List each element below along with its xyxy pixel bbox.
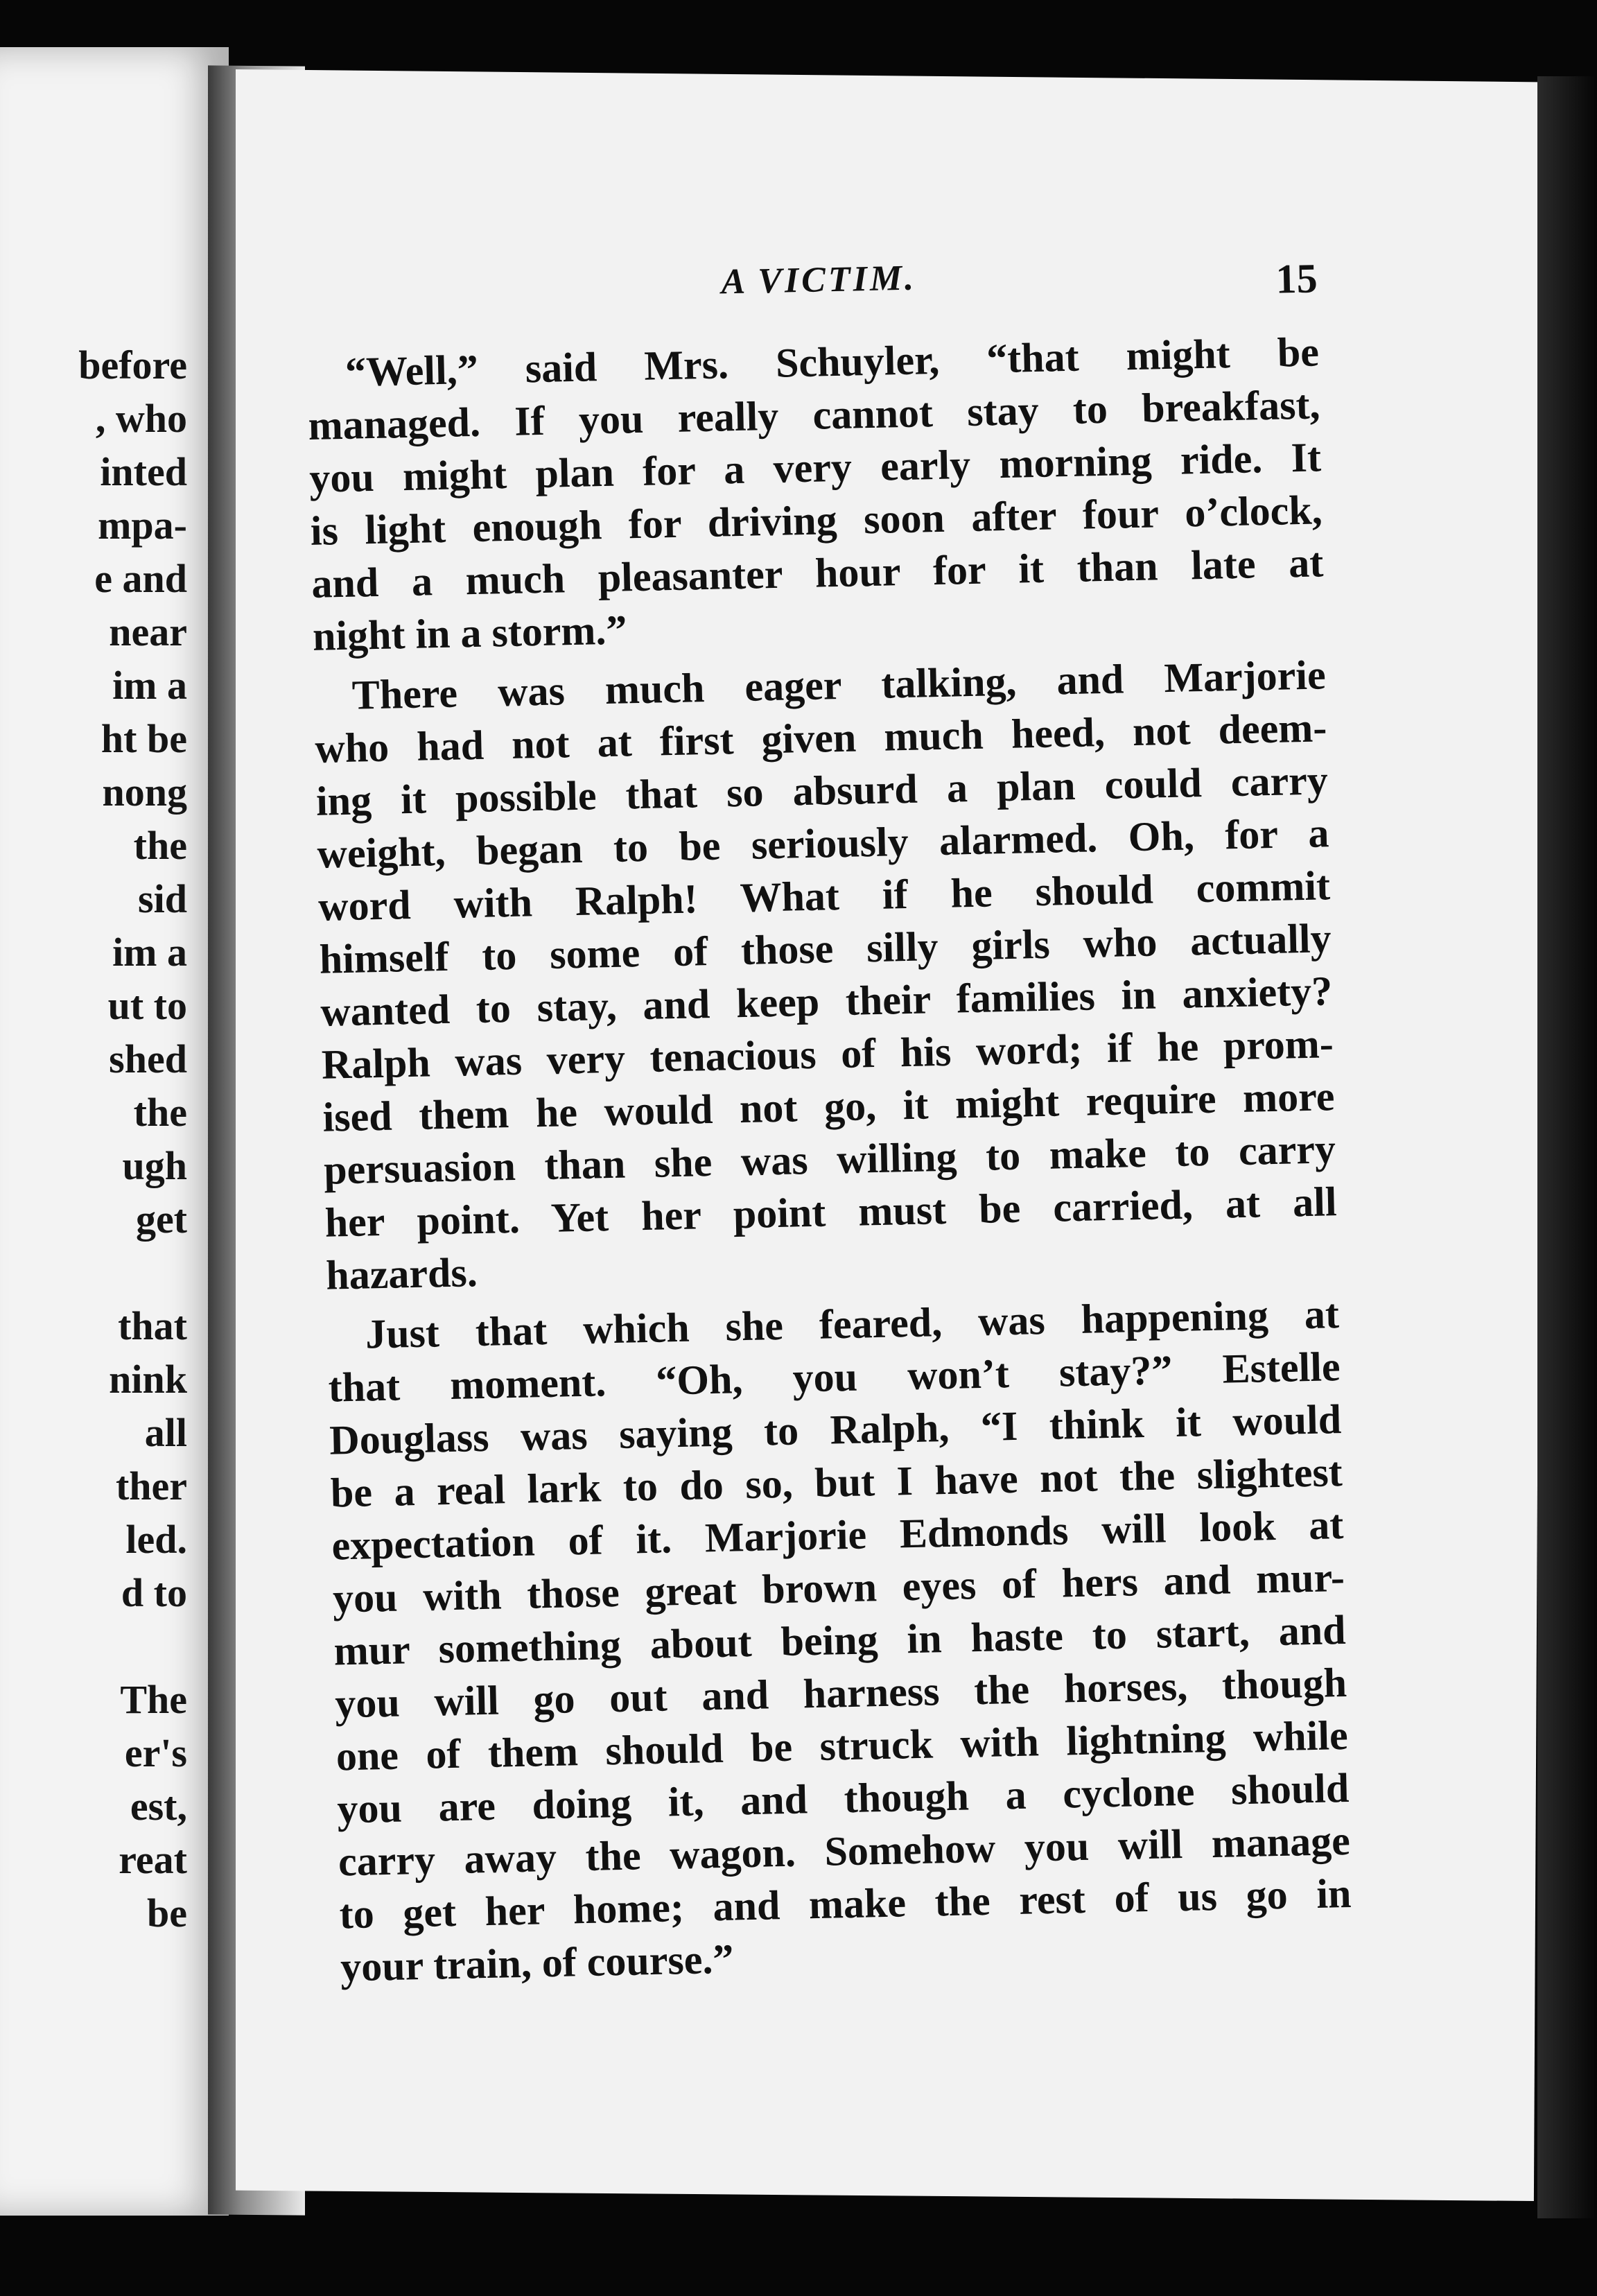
left-line: nong xyxy=(102,769,187,815)
text-line: night in a storm.” xyxy=(312,607,628,659)
left-line: inted xyxy=(100,449,187,494)
left-line: e and xyxy=(94,556,187,601)
left-line: sid xyxy=(138,876,187,921)
left-line: the xyxy=(133,1090,187,1135)
left-line: be xyxy=(147,1890,187,1936)
text-line: persuasion than she was willing to make to carry xyxy=(323,1126,1336,1193)
left-line: er's xyxy=(124,1730,187,1775)
text-line: ised them he would not go, it might require more xyxy=(322,1073,1335,1140)
left-line-gap xyxy=(78,1246,187,1299)
text-line: “Well,” said Mrs. Schuyler, “that might be xyxy=(344,329,1320,395)
text-line: that moment. “Oh, you won’t stay?” Estelle xyxy=(328,1343,1341,1411)
running-head: A VICTIM. xyxy=(720,258,917,302)
left-facing-page xyxy=(0,47,229,2216)
text-line: hazards. xyxy=(325,1249,478,1298)
text-line: ing it possible that so absurd a plan could carry xyxy=(315,757,1329,824)
left-line: shed xyxy=(109,1036,187,1081)
text-line: There was much eager talking, and Marjorie xyxy=(351,652,1327,718)
left-line: the xyxy=(133,823,187,868)
text-line: be a real lark to do so, but I have not the slightest xyxy=(330,1449,1343,1516)
text-line: Just that which she feared, was happening at xyxy=(365,1291,1340,1357)
left-line: ther xyxy=(115,1463,187,1508)
text-line: you might plan for a very early morning ride. It xyxy=(308,434,1322,501)
text-line: weight, began to be seriously alarmed. Oh, for a xyxy=(316,810,1330,877)
left-line: d to xyxy=(121,1570,187,1615)
left-line: est, xyxy=(130,1784,187,1829)
text-line: managed. If you really cannot stay to breakfast, xyxy=(308,381,1321,449)
text-line: her point. Yet her point must be carried, at all xyxy=(324,1179,1338,1246)
text-line: wanted to stay, and keep their families in anxiety? xyxy=(320,968,1333,1035)
text-line: you with those great brown eyes of hers and mur- xyxy=(332,1554,1345,1621)
left-line: im a xyxy=(112,663,187,708)
left-line: ht be xyxy=(101,716,187,761)
text-line: himself to some of those silly girls who actually xyxy=(319,915,1332,982)
page-edge-shadow xyxy=(1537,76,1597,2218)
text-line: and a much pleasanter hour for it than late at xyxy=(311,539,1324,607)
text-line: mur something about being in haste to start, and xyxy=(333,1606,1347,1674)
left-line-gap xyxy=(78,1619,187,1673)
text-line: Douglass was saying to Ralph, “I think it would xyxy=(329,1396,1342,1463)
text-line: one of them should be struck with lightning while xyxy=(335,1712,1349,1780)
left-line: mpa- xyxy=(98,503,187,548)
text-line: Ralph was very tenacious of his word; if he prom- xyxy=(321,1020,1334,1088)
left-line: near xyxy=(109,609,187,654)
left-line: , who xyxy=(95,396,187,441)
left-line: nink xyxy=(109,1357,187,1402)
paragraph-1 xyxy=(306,325,1325,662)
left-line: reat xyxy=(119,1837,187,1882)
text-line: expectation of it. Marjorie Edmonds will look at xyxy=(331,1502,1344,1569)
text-line: is light enough for driving soon after four o’clock, xyxy=(310,487,1323,554)
left-line: led. xyxy=(125,1517,187,1562)
left-line: im a xyxy=(112,930,187,975)
paragraph-3 xyxy=(326,1287,1352,1993)
text-line: you are doing it, and though a cyclone should xyxy=(336,1764,1350,1832)
text-line: your train, of course.” xyxy=(340,1936,735,1990)
text-line: who had not at first given much heed, not deem- xyxy=(314,704,1327,772)
left-line: all xyxy=(144,1410,187,1455)
page-number: 15 xyxy=(1275,255,1318,302)
left-line: before xyxy=(78,342,187,388)
left-line: get xyxy=(135,1197,187,1242)
left-line: The xyxy=(120,1677,187,1722)
left-line: ut to xyxy=(107,983,187,1028)
text-line: carry away the wagon. Somehow you will manage xyxy=(338,1817,1351,1885)
left-line: ugh xyxy=(122,1143,187,1188)
page-content xyxy=(305,249,1353,1993)
text-line: to get her home; and make the rest of us go in xyxy=(338,1870,1352,1938)
text-line: word with Ralph! What if he should commit xyxy=(317,862,1331,930)
left-line: that xyxy=(118,1303,187,1348)
text-line: you will go out and harness the horses, though xyxy=(334,1659,1347,1727)
paragraph-2 xyxy=(313,648,1338,1301)
left-page-text-fragments xyxy=(78,338,187,1940)
